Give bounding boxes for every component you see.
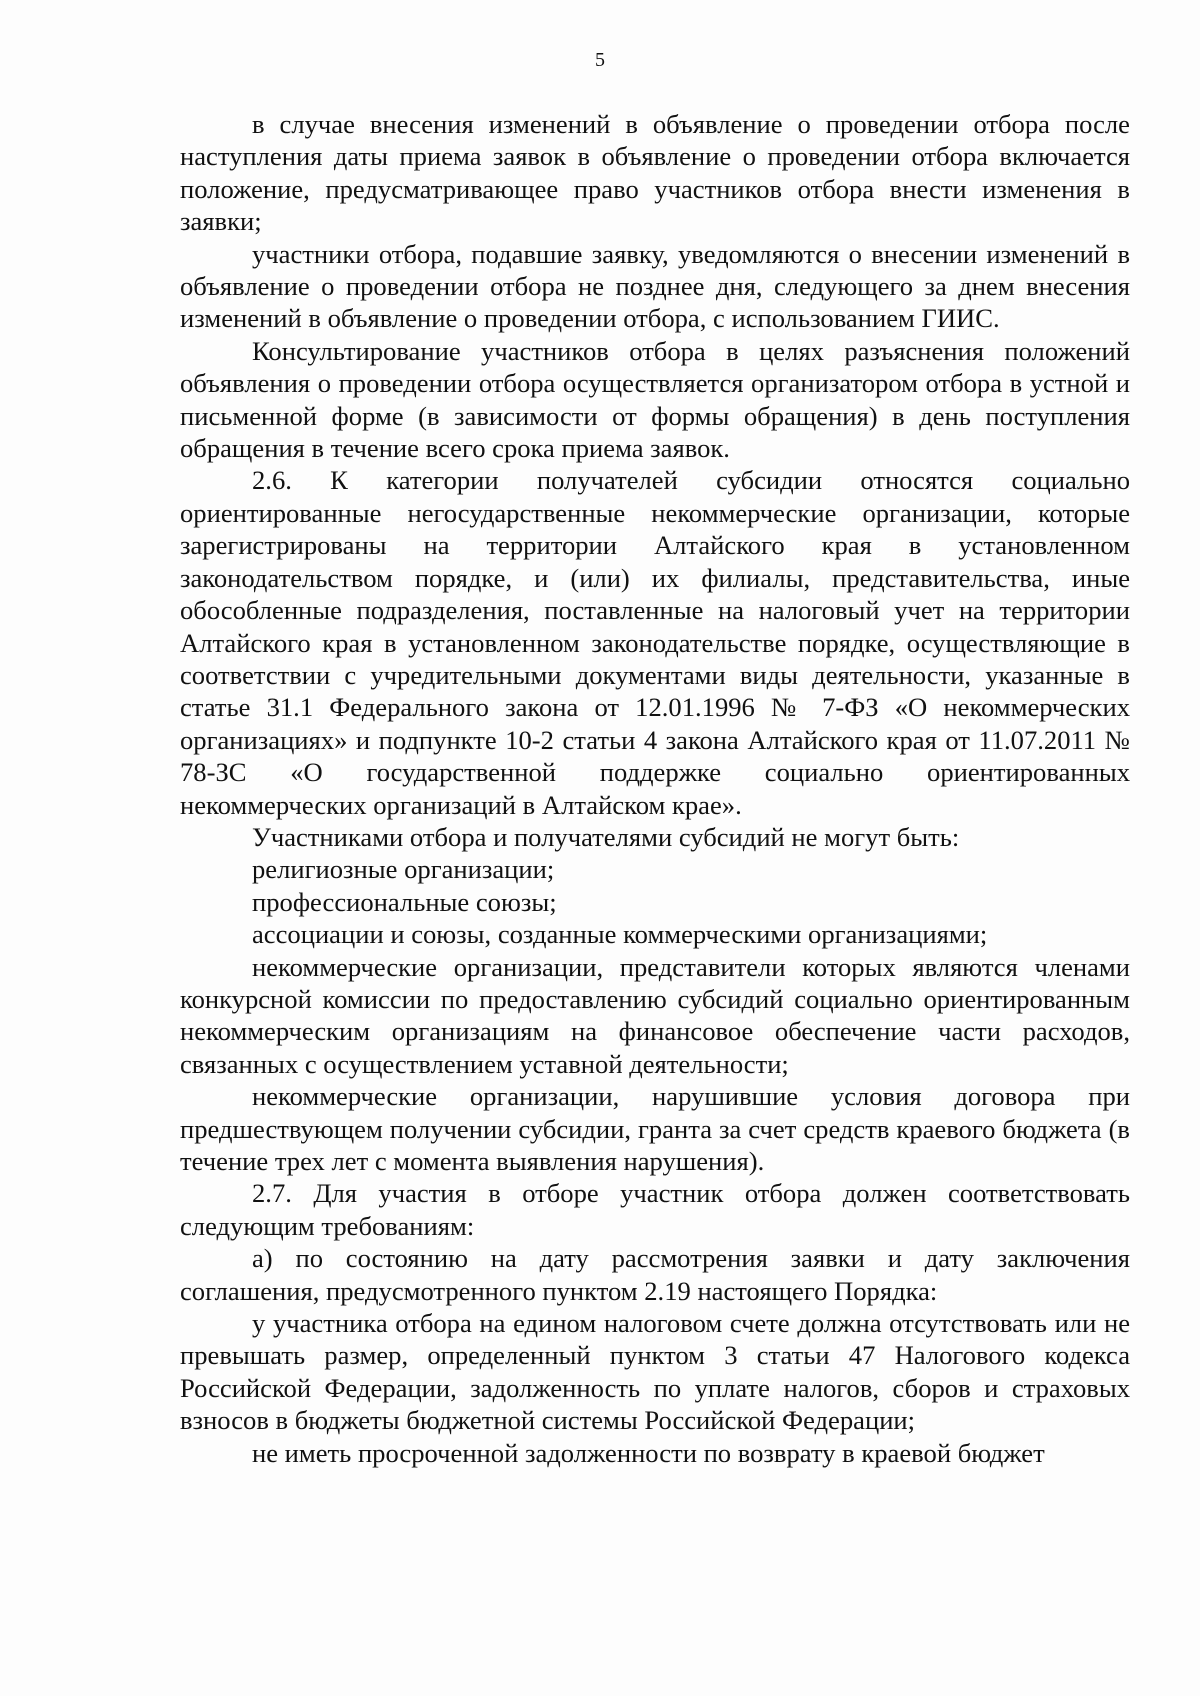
paragraph-amendment-notice: в случае внесения изменений в объявление о проведении отбора после наступления даты приема заявок в объявление о проведении отбора включается положение, предусматривающее право участников отбора внести изменения в заявки; <box>180 109 1130 237</box>
paragraph-overdue-debt: не иметь просроченной задолженности по возврату в краевой бюджет <box>252 1437 1045 1468</box>
list-item-commission-members: некоммерческие организации, представители которых являются членами конкурсной комиссии по предоставлению субсидий социально ориентированным некоммерческим организациям на финансовое обеспечение части расходов, связанных с осуществлением уставной деятельности; <box>180 951 1130 1079</box>
list-item-commercial-associations: ассоциации и союзы, созданные коммерческими организациями; <box>252 919 988 950</box>
paragraph-tax-debt: у участника отбора на едином налоговом счете должна отсутствовать или не превышать размер, определенный пунктом 3 статьи 47 Налогового кодекса Российской Федерации, задолженность по уплате налогов, сборов и страховых взносов в бюджеты бюджетной системы Российской Федерации; <box>180 1308 1130 1436</box>
document-body <box>180 108 1130 1469</box>
paragraph-2-6-recipient-category: 2.6. К категории получателей субсидии относятся социально ориентированные негосударственные некоммерческие организации, которые зарегистрированы на территории Алтайского края в установленном законодательством порядке, и (или) их филиалы, представительства, иные обособленные подразделения, поставленные на налоговый учет на территории Алтайского края в установленном законодательстве порядке, осуществляющие в соответствии с учредительными документами виды деятельности, указанные в статье 31.1 Федерального закона от 12.01.1996 № 7-ФЗ «О некоммерческих организациях» и подпункте 10-2 статьи 4 закона Алтайского края от 11.07.2011 № 78-ЗС «О государственной поддержке социально ориентированных некоммерческих организаций в Алтайском крае». <box>180 465 1130 820</box>
page-number: 5 <box>595 49 605 71</box>
paragraph-participant-notification: участники отбора, подавшие заявку, уведомляются о внесении изменений в объявление о проведении отбора не позднее дня, следующего за днем внесения изменений в объявление о проведении отбора, с использованием ГИИС. <box>180 238 1130 334</box>
list-item-contract-violators: некоммерческие организации, нарушившие условия договора при предшествующем получении субсидии, гранта за счет средств краевого бюджета (в течение трех лет с момента выявления нарушения). <box>180 1081 1130 1176</box>
list-item-religious-organizations: религиозные организации; <box>252 854 555 885</box>
list-item-trade-unions: профессиональные союзы; <box>252 886 557 917</box>
paragraph-2-7-requirements: 2.7. Для участия в отборе участник отбора должен соответствовать следующим требованиям: <box>180 1178 1130 1241</box>
paragraph-exclusions-intro: Участниками отбора и получателями субсидий не могут быть: <box>252 821 960 852</box>
paragraph-consultation: Консультирование участников отбора в целях разъяснения положений объявления о проведении отбора осуществляется организатором отбора в устной и письменной форме (в зависимости от формы обращения) в день поступления обращения в течение всего срока приема заявок. <box>180 335 1130 464</box>
paragraph-requirement-a: а) по состоянию на дату рассмотрения заявки и дату заключения соглашения, предусмотренного пунктом 2.19 настоящего Порядка: <box>180 1243 1130 1306</box>
